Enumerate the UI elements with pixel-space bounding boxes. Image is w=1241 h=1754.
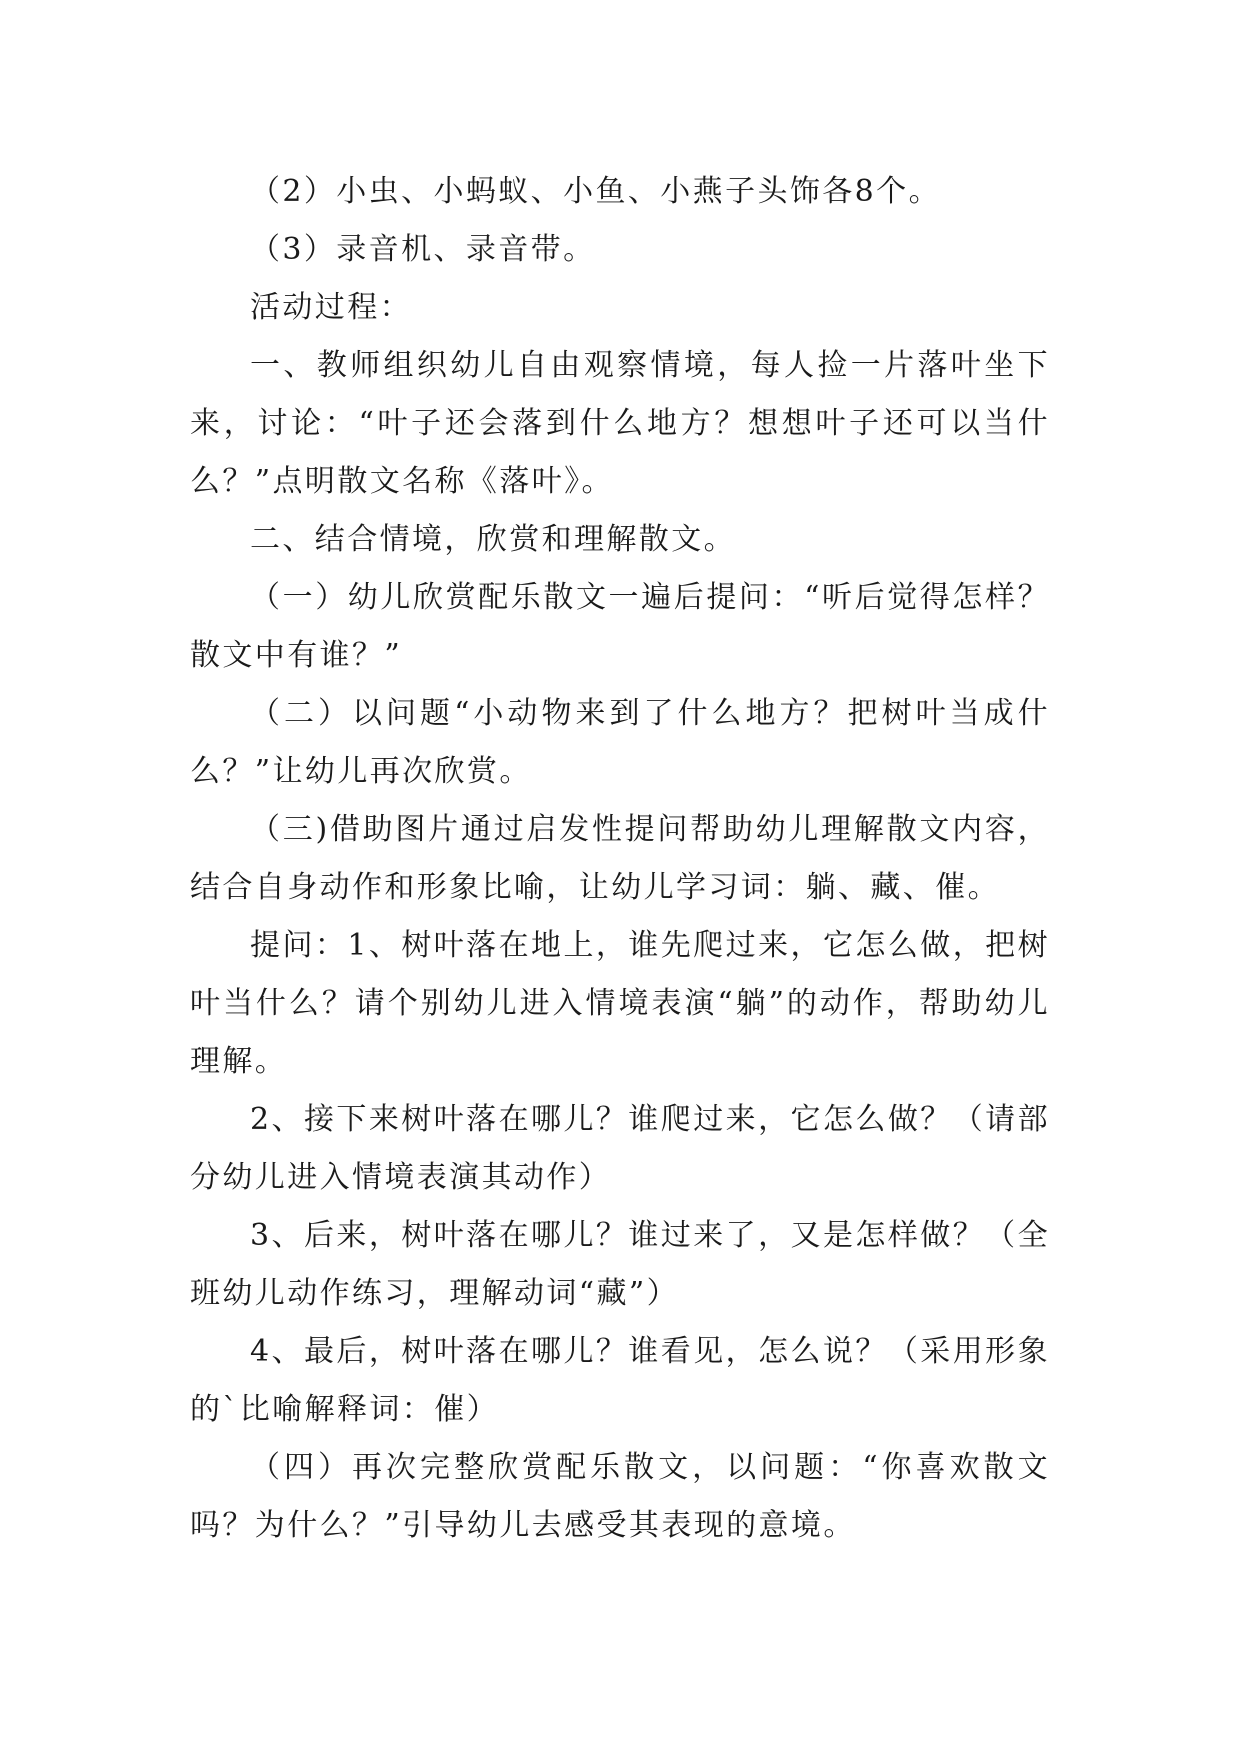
substep-3-paragraph: （三)借助图片通过启发性提问帮助幼儿理解散文内容，结合自身动作和形象比喻，让幼儿学习词：躺、藏、催。: [190, 812, 1050, 905]
step-1-paragraph: 一、教师组织幼儿自由观察情境，每人捡一片落叶坐下来，讨论：“叶子还会落到什么地方？想想叶子还可以当什么？”点明散文名称《落叶》。: [190, 348, 1050, 499]
substep-1-paragraph: （一）幼儿欣赏配乐散文一遍后提问：“听后觉得怎样？散文中有谁？”: [190, 580, 1050, 673]
materials-item-3: （3）录音机、录音带。: [250, 232, 596, 267]
materials-item-2: （2）小虫、小蚂蚁、小鱼、小燕子头饰各8个。: [250, 174, 941, 209]
step-2-paragraph: 二、结合情境，欣赏和理解散文。: [250, 522, 736, 557]
question-4-paragraph: 4、最后，树叶落在哪儿？谁看见，怎么说？（采用形象的`比喻解释词：催）: [190, 1334, 1050, 1427]
question-1-paragraph: 提问：1、树叶落在地上，谁先爬过来，它怎么做，把树叶当什么？请个别幼儿进入情境表演“躺”的动作，帮助幼儿理解。: [190, 928, 1050, 1079]
document-body: [190, 163, 1050, 1555]
substep-4-paragraph: （四）再次完整欣赏配乐散文，以问题：“你喜欢散文吗？为什么？”引导幼儿去感受其表现的意境。: [190, 1450, 1050, 1543]
section-heading-activity-process: 活动过程：: [250, 290, 412, 325]
question-2-paragraph: 2、接下来树叶落在哪儿？谁爬过来，它怎么做？（请部分幼儿进入情境表演其动作）: [190, 1102, 1050, 1195]
substep-2-paragraph: （二）以问题“小动物来到了什么地方？把树叶当成什么？”让幼儿再次欣赏。: [190, 696, 1050, 789]
question-3-paragraph: 3、后来，树叶落在哪儿？谁过来了，又是怎样做？（全班幼儿动作练习，理解动词“藏”）: [190, 1218, 1050, 1311]
